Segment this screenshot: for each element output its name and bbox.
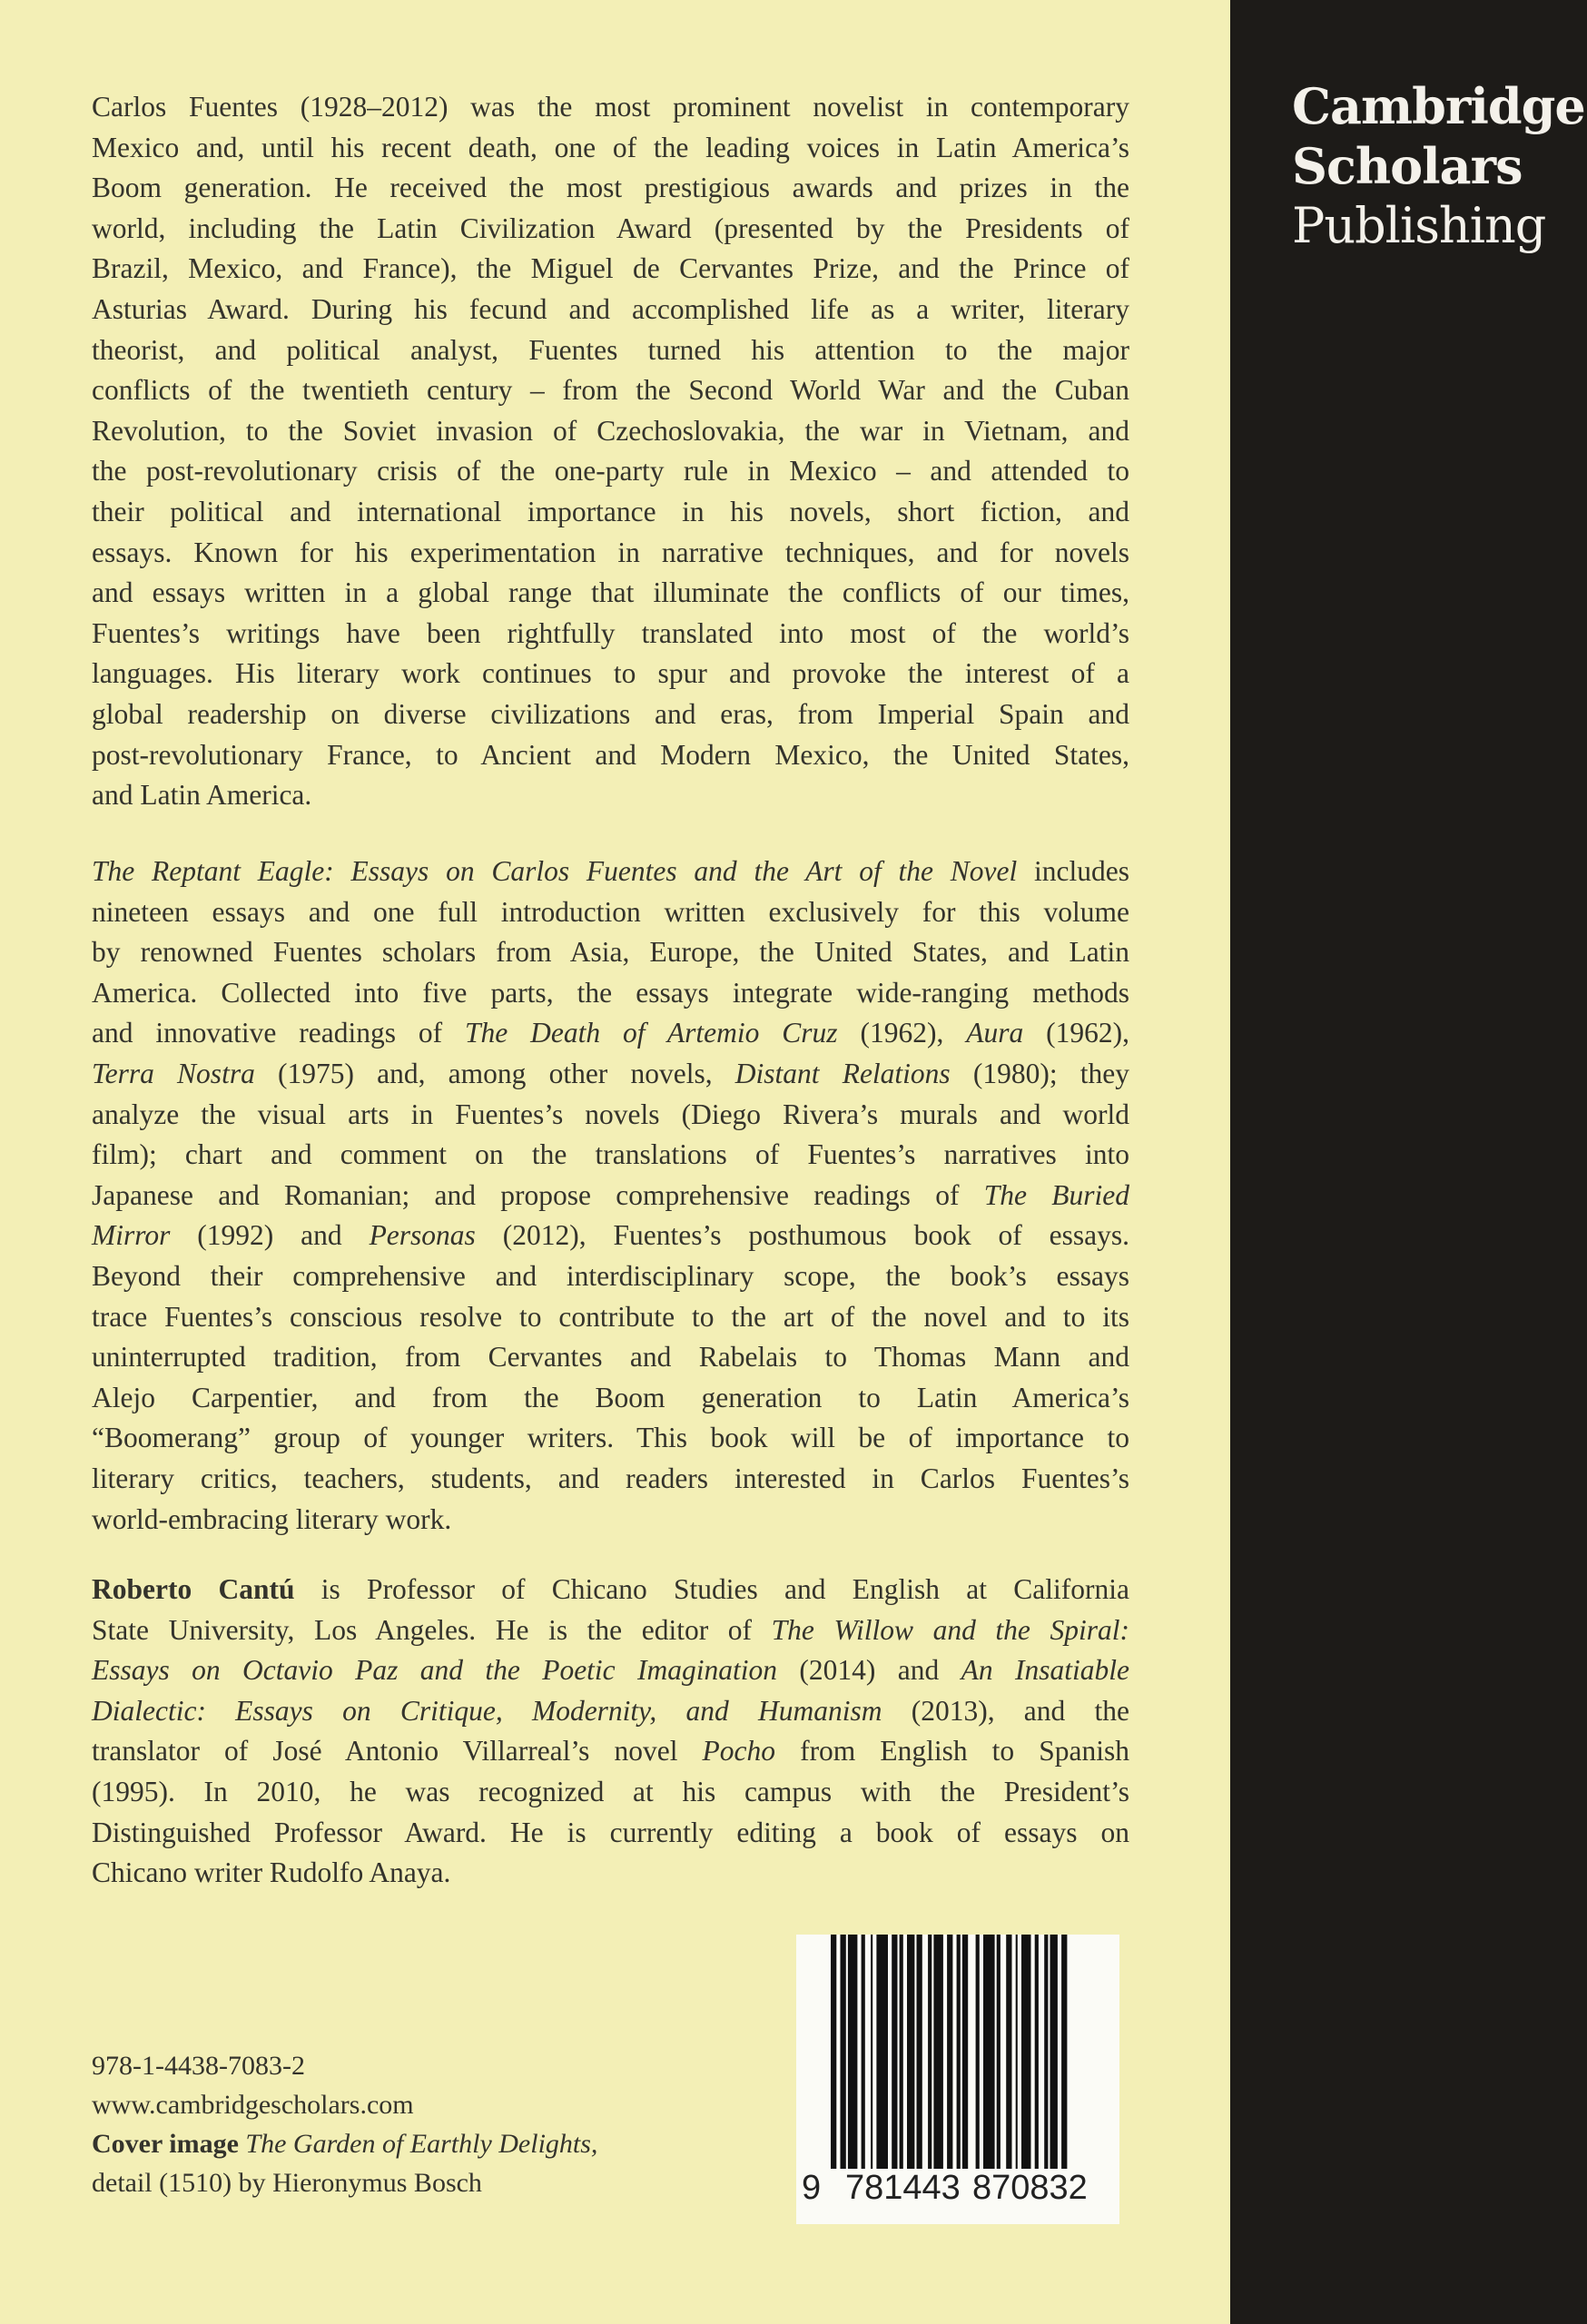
- barcode-bar: [962, 1935, 968, 2169]
- barcode-bars: [796, 1935, 1119, 2180]
- italic-title: Distant Relations: [734, 1057, 951, 1089]
- text-line: post-revolutionary France, to Ancient and Modern Mexico, the United States,: [92, 738, 1129, 771]
- text-line: analyze the visual arts in Fuentes’s novels (Diego Rivera’s murals and world: [92, 1098, 1129, 1130]
- isbn-barcode: [796, 1935, 1119, 2224]
- barcode-bar: [841, 1935, 846, 2169]
- text-line: film); chart and comment on the translations of Fuentes’s narratives into: [92, 1138, 1129, 1171]
- barcode-bar: [1021, 1935, 1031, 2169]
- text-line: essays. Known for his experimentation in narrative techniques, and for novels: [92, 536, 1129, 568]
- text-line: Revolution, to the Soviet invasion of Czechoslovakia, the war in Vietnam, and: [92, 414, 1129, 447]
- text-line: Distinguished Professor Award. He is currently editing a book of essays on: [92, 1816, 1129, 1848]
- text-line: The Reptant Eagle: Essays on Carlos Fuentes and the Art of the Novel includes: [92, 855, 1129, 887]
- barcode-bar: [947, 1935, 952, 2169]
- text-line: Essays on Octavio Paz and the Poetic Imagination (2014) and An Insatiable: [92, 1654, 1129, 1687]
- barcode-bar: [1050, 1935, 1058, 2169]
- logo-line-1: Cambridge: [1292, 77, 1585, 135]
- editor-bio-paragraph: [92, 1570, 1129, 1894]
- text-line: conflicts of the twentieth century – from the Second World War and the Cuban: [92, 374, 1129, 407]
- website: www.cambridgescholars.com: [92, 2090, 414, 2120]
- cover-label: Cover image: [92, 2129, 239, 2159]
- italic-title: Aura: [966, 1017, 1024, 1049]
- text-line: and innovative readings of The Death of Artemio Cruz (1962), Aura (1962),: [92, 1017, 1129, 1049]
- text-line: Asturias Award. During his fecund and accomplished life as a writer, literary: [92, 292, 1129, 325]
- barcode-bar: [1006, 1935, 1011, 2169]
- barcode-digit-first: 9: [802, 2169, 822, 2207]
- italic-title: Dialectic: Essays on Critique, Modernity, and Humanism: [92, 1694, 882, 1727]
- text-line: Roberto Cantú is Professor of Chicano Studies and English at California: [92, 1573, 1129, 1605]
- italic-title: An Insatiable: [961, 1654, 1129, 1687]
- barcode-digits-right: 870832: [972, 2169, 1088, 2207]
- text-line: uninterrupted tradition, from Cervantes and Rabelais to Thomas Mann and: [92, 1341, 1129, 1374]
- text-line: America. Collected into five parts, the essays integrate wide-ranging methods: [92, 976, 1129, 1009]
- text-line: translator of José Antonio Villarreal’s novel Pocho from English to Spanish: [92, 1735, 1129, 1768]
- italic-title: Pocho: [702, 1735, 776, 1768]
- text-line: the post-revolutionary crisis of the one-party rule in Mexico – and attended to: [92, 455, 1129, 487]
- text-line: Boom generation. He received the most prestigious awards and prizes in the: [92, 172, 1129, 204]
- barcode-bar: [871, 1935, 872, 2169]
- barcode-bar: [957, 1935, 961, 2169]
- barcode-bar: [876, 1935, 888, 2169]
- text-line: Alejo Carpentier, and from the Boom generation to Latin America’s: [92, 1381, 1129, 1413]
- barcode-bar: [976, 1935, 980, 2169]
- italic-title: Essays on Octavio Paz and the Poetic Imagination: [92, 1654, 778, 1687]
- barcode-bar: [983, 1935, 995, 2169]
- text-line: Chicano writer Rudolfo Anaya.: [92, 1856, 451, 1889]
- text-line: Japanese and Romanian; and propose comprehensive readings of The Buried: [92, 1178, 1129, 1211]
- text-line: world, including the Latin Civilization Award (presented by the Presidents of: [92, 212, 1129, 244]
- text-line: nineteen essays and one full introduction written exclusively for this volume: [92, 895, 1129, 928]
- text-line: Carlos Fuentes (1928–2012) was the most prominent novelist in contemporary: [92, 91, 1129, 123]
- italic-title: The Reptant Eagle: Essays on Carlos Fuentes and the Art of the Novel: [92, 855, 1018, 887]
- text-line: Dialectic: Essays on Critique, Modernity, and Humanism (2013), and the: [92, 1694, 1129, 1727]
- text-line: and Latin America.: [92, 779, 312, 812]
- text-line: State University, Los Angeles. He is the editor of The Willow and the Spiral:: [92, 1613, 1129, 1646]
- barcode-bar: [933, 1935, 943, 2169]
- bold-name: Roberto Cantú: [92, 1573, 295, 1605]
- logo-line-3: Publishing: [1292, 197, 1546, 254]
- italic-title: Mirror: [92, 1219, 171, 1252]
- text-line: Fuentes’s writings have been rightfully translated into most of the world’s: [92, 616, 1129, 649]
- book-description-paragraph: [92, 852, 1129, 1540]
- italic-title: Personas: [369, 1219, 476, 1252]
- text-line: languages. His literary work continues to spur and provoke the interest of a: [92, 657, 1129, 690]
- text-line: theorist, and political analyst, Fuentes turned his attention to the major: [92, 333, 1129, 366]
- logo-line-2: Scholars: [1292, 137, 1523, 195]
- text-line: Beyond their comprehensive and interdisciplinary scope, the book’s essays: [92, 1259, 1129, 1292]
- barcode-bar: [1035, 1935, 1039, 2169]
- book-info: [92, 2046, 597, 2202]
- barcode-bar: [892, 1935, 897, 2169]
- publisher-panel: [1230, 0, 1587, 2324]
- text-line: Brazil, Mexico, and France), the Miguel de Cervantes Prize, and the Prince of: [92, 252, 1129, 285]
- barcode-bar: [917, 1935, 922, 2169]
- italic-title: The Willow and the Spiral:: [771, 1613, 1129, 1646]
- barcode-bar: [1061, 1935, 1067, 2169]
- text-line: world-embracing literary work.: [92, 1502, 452, 1535]
- text-line: trace Fuentes’s conscious resolve to contribute to the art of the novel and to its: [92, 1300, 1129, 1333]
- text-line: Mirror (1992) and Personas (2012), Fuentes’s posthumous book of essays.: [92, 1219, 1130, 1252]
- publisher-logo: [1292, 76, 1585, 256]
- text-line: (1995). In 2010, he was recognized at his campus with the President’s: [92, 1775, 1129, 1807]
- barcode-bar: [907, 1935, 914, 2169]
- text-line: Terra Nostra (1975) and, among other novels, Distant Relations (1980); they: [92, 1057, 1129, 1089]
- text-line: their political and international importance in his novels, short fiction, and: [92, 495, 1129, 527]
- italic-title: Terra Nostra: [92, 1057, 255, 1089]
- barcode-bar: [848, 1935, 858, 2169]
- cover-title: The Garden of Earthly Delights,: [245, 2129, 598, 2159]
- barcode-bar: [900, 1935, 903, 2169]
- text-line: Mexico and, until his recent death, one of the leading voices in Latin America’s: [92, 131, 1129, 163]
- barcode-bar: [928, 1935, 932, 2169]
- cover-credit: [92, 2124, 597, 2163]
- barcode-bar: [1016, 1935, 1018, 2169]
- text-line: and essays written in a global range that illuminate the conflicts of our times,: [92, 576, 1129, 609]
- text-line: by renowned Fuentes scholars from Asia, Europe, the United States, and Latin: [92, 936, 1129, 969]
- text-line: “Boomerang” group of younger writers. This book will be of importance to: [92, 1422, 1129, 1454]
- italic-title: The Death of Artemio Cruz: [465, 1017, 838, 1049]
- isbn: 978-1-4438-7083-2: [92, 2051, 305, 2081]
- text-line: global readership on diverse civilizations and eras, from Imperial Spain and: [92, 697, 1129, 730]
- barcode-bar: [997, 1935, 1000, 2169]
- barcode-bar: [862, 1935, 865, 2169]
- barcode-bar: [831, 1935, 836, 2169]
- cover-detail: detail (1510) by Hieronymus Bosch: [92, 2168, 482, 2198]
- italic-title: The Buried: [983, 1178, 1129, 1211]
- barcode-bar: [1044, 1935, 1048, 2169]
- synopsis-paragraph: [92, 87, 1129, 816]
- barcode-digits-left: 781443: [845, 2169, 961, 2207]
- text-line: literary critics, teachers, students, and readers interested in Carlos Fuentes’s: [92, 1462, 1129, 1494]
